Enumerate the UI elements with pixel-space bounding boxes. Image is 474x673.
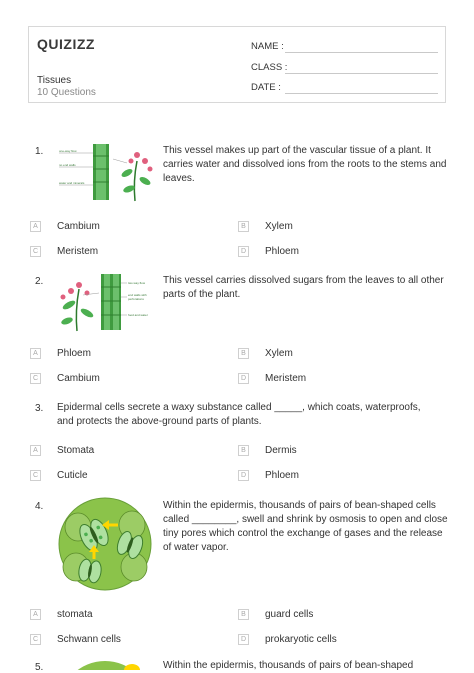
answer-option[interactable]: Xylem [265,348,293,359]
answer-option[interactable]: Cambium [57,221,100,232]
option-letter-box[interactable]: D [238,470,249,481]
answer-option[interactable]: stomata [57,609,93,620]
xylem-diagram-image [55,141,155,203]
question-number: 4. [35,501,44,512]
svg-text:one-way flow: one-way flow [59,149,77,153]
guard-cells-image [56,660,154,670]
option-letter-box[interactable]: A [30,221,41,232]
option-letter-box[interactable]: A [30,609,41,620]
answer-option[interactable]: Schwann cells [57,634,121,645]
answer-option[interactable]: Phloem [265,470,299,481]
question-number: 1. [35,146,44,157]
guard-cells-image [56,497,154,591]
answer-option[interactable]: Cuticle [57,470,88,481]
answer-option[interactable]: Xylem [265,221,293,232]
class-label: CLASS : [251,62,288,73]
date-label: DATE : [251,82,281,93]
answer-option[interactable]: guard cells [265,609,314,620]
option-letter-box[interactable]: C [30,373,41,384]
answer-option[interactable]: Phloem [57,348,91,359]
worksheet-title: Tissues [37,75,72,86]
phloem-diagram-image [55,271,155,333]
answer-option[interactable]: Phloem [265,246,299,257]
option-letter-box[interactable]: A [30,445,41,456]
option-letter-box[interactable]: B [238,348,249,359]
svg-text:perforations: perforations [128,297,144,301]
name-label: NAME : [251,41,284,52]
class-line[interactable] [285,73,438,74]
option-letter-box[interactable]: C [30,470,41,481]
svg-text:end walls with: end walls with [128,293,147,297]
question-text: This vessel carries dissolved sugars from the leaves to all other parts of the plant. [163,275,444,300]
worksheet-header [28,26,446,103]
svg-text:food and water: food and water [128,313,148,317]
answer-option[interactable]: Cambium [57,373,100,384]
question-number: 5. [35,662,44,673]
option-letter-box[interactable]: B [238,609,249,620]
answer-option[interactable]: Stomata [57,445,95,456]
worksheet-question-count: 10 Questions [37,87,96,98]
question-number: 2. [35,276,44,287]
option-letter-box[interactable]: D [238,373,249,384]
svg-text:two way flow: two way flow [128,281,146,285]
option-letter-box[interactable]: C [30,246,41,257]
quizizz-logo: QUIZIZZ [37,36,95,52]
answer-option[interactable]: Meristem [57,246,99,257]
option-letter-box[interactable]: D [238,246,249,257]
date-line[interactable] [285,93,438,94]
answer-option[interactable]: Meristem [265,373,307,384]
option-letter-box[interactable]: B [238,445,249,456]
name-line[interactable] [285,52,438,53]
svg-text:no end walls: no end walls [59,163,76,167]
option-letter-box[interactable]: B [238,221,249,232]
question-text: Within the epidermis, thousands of pairs of bean-shaped [163,660,414,671]
question-text: This vessel makes up part of the vascular tissue of a plant. It carries water and dissolved ions from the roots to the stems and leaves. [163,145,447,184]
option-letter-box[interactable]: D [238,634,249,645]
question-text: Epidermal cells secrete a waxy substance called _____, which coats, waterproofs, and protects the above-ground parts of plants. [57,402,421,427]
answer-option[interactable]: prokaryotic cells [265,634,337,645]
option-letter-box[interactable]: C [30,634,41,645]
question-text: Within the epidermis, thousands of pairs of bean-shaped cells called ________, swell and shrink by osmosis to open and close tiny pores which control the exchange of gases and the release of water vapor. [163,500,448,553]
option-letter-box[interactable]: A [30,348,41,359]
question-number: 3. [35,403,44,414]
svg-text:water and minerals: water and minerals [59,181,85,185]
answer-option[interactable]: Dermis [265,445,297,456]
